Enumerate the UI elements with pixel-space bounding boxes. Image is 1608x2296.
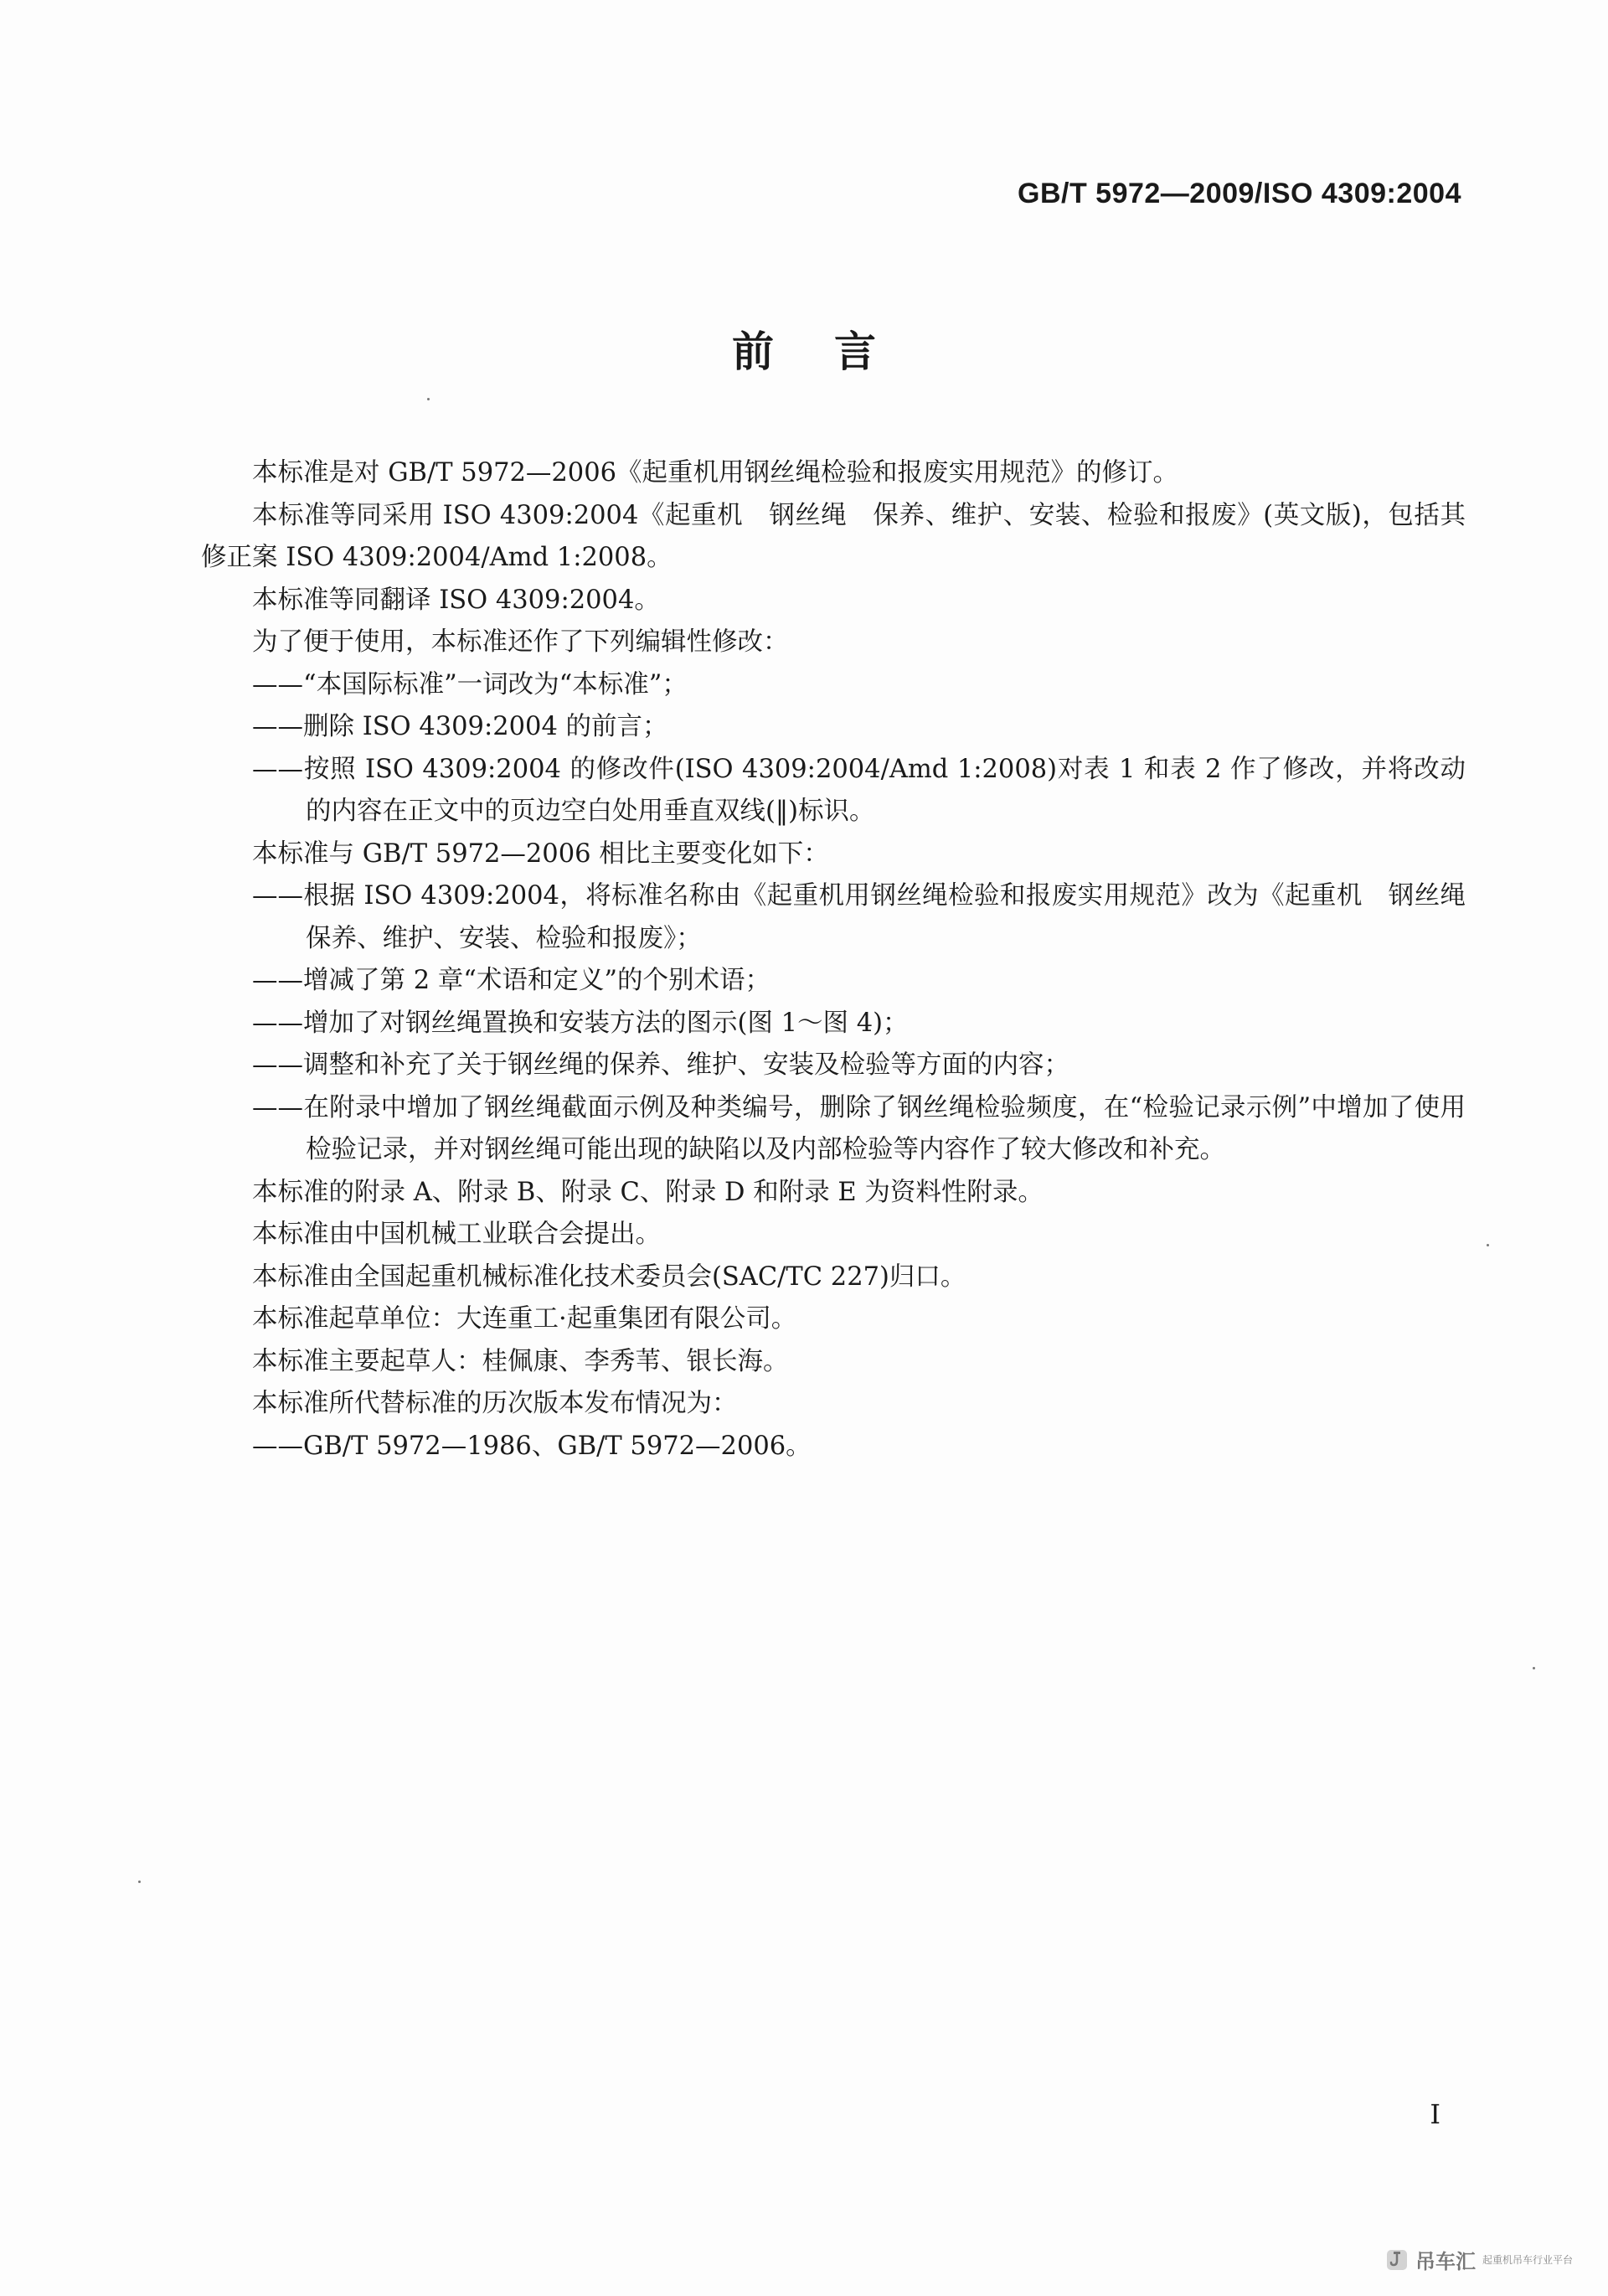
watermark-brand: 吊车汇	[1415, 2250, 1476, 2273]
page-title: 前言	[732, 328, 936, 376]
paragraph: 本标准由中国机械工业联合会提出。	[252, 1220, 661, 1249]
foreword-body	[201, 452, 1492, 1468]
paragraph: 本标准主要起草人：桂佩康、李秀苇、银长海。	[252, 1346, 789, 1376]
scan-speck	[138, 1881, 141, 1883]
scan-speck	[427, 398, 430, 400]
dash-list-item: ——在附录中增加了钢丝绳截面示例及种类编号，删除了钢丝绳检验频度，在“检验记录示例”中增加了使用检验记录，并对钢丝绳可能出现的缺陷以及内部检验等内容作了较大修改和补充。	[252, 1092, 1466, 1164]
paragraph: 本标准是对 GB/T 5972—2006《起重机用钢丝绳检验和报废实用规范》的修订。	[252, 458, 1179, 488]
paragraph: 本标准的附录 A、附录 B、附录 C、附录 D 和附录 E 为资料性附录。	[252, 1177, 1044, 1207]
dash-list-item: ——根据 ISO 4309:2004，将标准名称由《起重机用钢丝绳检验和报废实用规范》改为《起重机 钢丝绳 保养、维护、安装、检验和报废》；	[252, 881, 1492, 953]
dash-list-item: ——增减了第 2 章“术语和定义”的个别术语；	[252, 966, 770, 995]
site-watermark	[1385, 2245, 1573, 2274]
paragraph: 本标准起草单位：大连重工·起重集团有限公司。	[252, 1304, 797, 1334]
paragraph: 本标准由全国起重机械标准化技术委员会(SAC/TC 227)归口。	[252, 1262, 966, 1292]
paragraph: 为了便于使用，本标准还作了下列编辑性修改：	[252, 627, 789, 657]
dash-list-item: ——GB/T 5972—1986、GB/T 5972—2006。	[252, 1431, 812, 1461]
dash-list-item: ——按照 ISO 4309:2004 的修改件(ISO 4309:2004/Amd 1:2008)对表 1 和表 2 作了修改，并将改动的内容在正文中的页边空白处用垂直双线(‖)标识。	[252, 754, 1466, 826]
scan-speck	[1533, 1667, 1535, 1669]
crane-hook-icon	[1385, 2248, 1409, 2272]
watermark-slogan: 起重机吊车行业平台	[1482, 2254, 1573, 2266]
paragraph: 本标准等同翻译 ISO 4309:2004。	[252, 585, 660, 615]
dash-list-item: ——增加了对钢丝绳置换和安装方法的图示(图 1～图 4)；	[252, 1008, 909, 1038]
paragraph: 本标准所代替标准的历次版本发布情况为：	[252, 1389, 738, 1418]
standard-number: GB/T 5972—2009/ISO 4309:2004	[1018, 178, 1461, 209]
paragraph: 本标准等同采用 ISO 4309:2004《起重机 钢丝绳 保养、维护、安装、检验和报废》(英文版)，包括其修正案 ISO 4309:2004/Amd 1:2008。	[201, 500, 1466, 572]
page-number: I	[1430, 2098, 1440, 2130]
dash-list-item: ——删除 ISO 4309:2004 的前言；	[252, 712, 668, 741]
paragraph: 本标准与 GB/T 5972—2006 相比主要变化如下：	[252, 838, 829, 869]
dash-list-item: ——调整和补充了关于钢丝绳的保养、维护、安装及检验等方面的内容；	[252, 1050, 1069, 1080]
scan-speck	[1487, 1244, 1489, 1246]
dash-list-item: ——“本国际标准”一词改为“本标准”；	[252, 669, 688, 699]
